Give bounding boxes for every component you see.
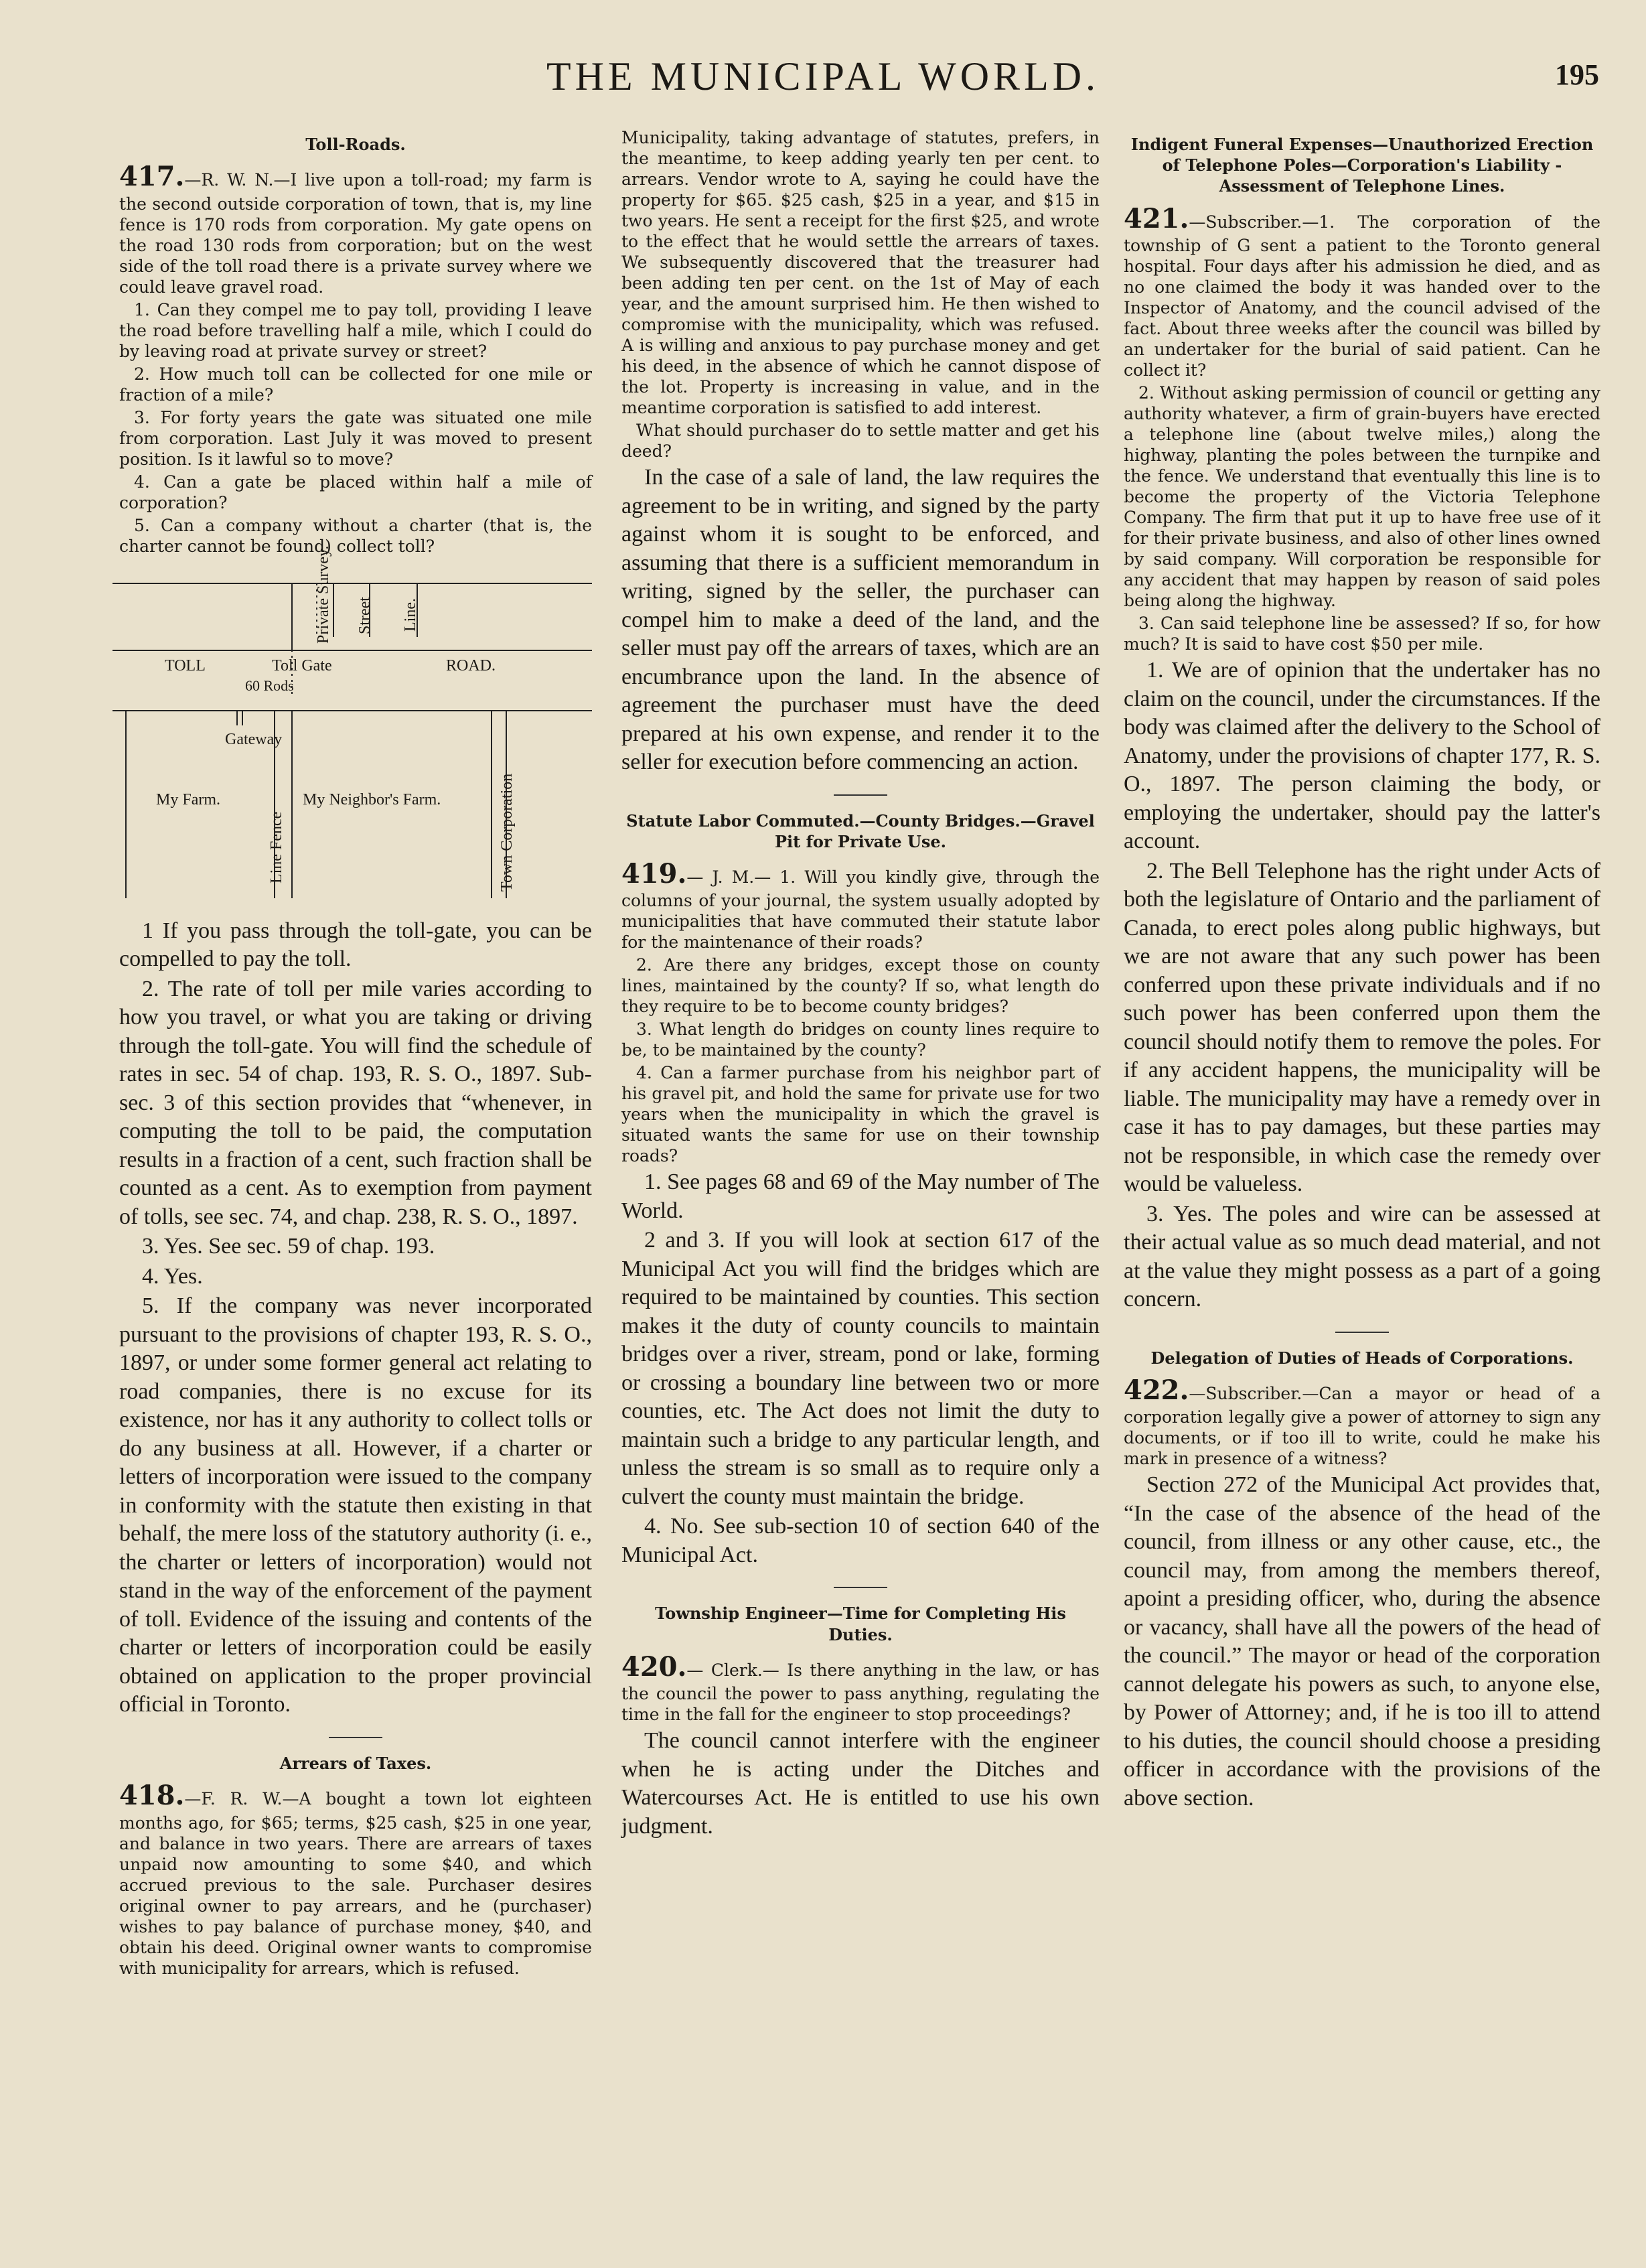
section-divider: [834, 794, 887, 796]
neighbors-farm-label: My Neighbor's Farm.: [303, 790, 441, 808]
column-left: [119, 127, 592, 1981]
section-divider: [329, 1737, 382, 1738]
answer-419-2: 2 and 3. If you will look at section 617 of the Municipal Act you will find the bridges which are required to be maintained by counties. This section makes it the duty of county councils to maintain bridges over a river, stream, pond or lake, forming or crossing a boundary line between two or more counties, etc. The Act does not limit the duty to maintain such a bridge to any particular length, and unless the stream is so small as to require only a culvert the county must maintain the bridge.: [621, 1228, 1100, 1509]
answer-417-2: 2. The rate of toll per mile varies according to how you travel, or what you are taking or driving through the toll-gate. You will find the schedule of rates in sec. 54 of chap. 193, R. S. O., 1897. Sub-sec. 3 of this section provides that “whenever, in computing the toll to be paid, the computation results in a fraction of a cent, such fraction shall be counted as a cent. As to exemption from payment of tolls, see sec. 74, and chap. 238, R. S. O., 1897.: [119, 976, 592, 1229]
question-417-1: 1. Can they compel me to pay toll, providing I leave the road before travelling half a mile, which I could do by leaving road at private survey or street?: [119, 299, 592, 361]
answer-417-4: 4. Yes.: [142, 1263, 203, 1289]
question-418: 418.—F. R. W.—A bought a town lot eighteen months ago, for $65; terms, $25 cash, $25 in one year, and balance in two years. There are arrears of taxes unpaid now amounting to some $40, and which accrued previous to the sale. Purchaser desires original owner to pay arrears, and he (purchaser) wishes to pay balance of purchase money, $40, and obtain his deed. Original owner wants to compromise with municipality for arrears, which is refused.: [119, 1779, 592, 1978]
heading-419: Statute Labor Commuted.—County Bridges.—Gravel Pit for Private Use.: [626, 810, 1095, 851]
heading-417: Toll-Roads.: [305, 135, 406, 154]
question-421: 421.—Subscriber.—1. The corporation of the township of G sent a patient to the Toronto general hospital. Four days after his admission he died, and as no one claimed the body it was handed over to the Inspector of Anatomy, and the council advised of the fact. About three weeks after the council was billed by an undertaker for the burial of said patient. Can he collect it?: [1124, 202, 1600, 380]
answer-420: The council cannot interfere with the engineer when he is acting under the Ditches and Watercourses Act. He is entitled to use his own judgment.: [621, 1728, 1100, 1839]
diagram-lines: [113, 570, 592, 905]
question-417: 417.—R. W. N.—I live upon a toll-road; my farm is the second outside corporation of town, that is, my line fence is 170 rods from corporation. My gate opens on the road 130 rods from corporation; but on the west side of the toll road there is a private survey where we could leave gravel road.: [119, 161, 592, 297]
question-419-2: 2. Are there any bridges, except those on county lines, maintained by the county? If so, what length do they require to be to become county bridges?: [621, 955, 1100, 1017]
section-divider: [834, 1587, 887, 1588]
question-418-ask: What should purchaser do to settle matter and get his deed?: [621, 421, 1100, 461]
question-421-2: 2. Without asking permission of council or getting any authority whatever, a firm of grain-buyers have erected a telephone line (about twelve miles,) along the highway, planting the poles between the turnpike and the fence. We understand that eventually this line is to become the property of the Victoria Telephone Company. The firm that put it up to have free use of it for their private business, and also of other lines owned by said company. Will corporation be responsible for any accident that may happen by reason of said poles being along the highway.: [1124, 383, 1600, 611]
answer-417-3: 3. Yes. See sec. 59 of chap. 193.: [142, 1234, 435, 1259]
column-right: [1124, 127, 1600, 1814]
question-number: 417.: [119, 161, 185, 193]
my-farm-label: My Farm.: [156, 790, 220, 808]
question-421-3: 3. Can said telephone line be assessed? If so, for how much? It is said to have cost $50 per mile.: [1124, 614, 1600, 654]
town-corporation-label: Town Corporation: [498, 773, 516, 892]
question-419-3: 3. What length do bridges on county lines require to be, to be maintained by the county?: [621, 1019, 1100, 1060]
answer-421-1: 1. We are of opinion that the undertaker has no claim on the council, under the circumstances. If the body was claimed after the delivery to the School of Anatomy, under the provisions of chapter 177, R. S. O., 1897. The person claiming the body, or employing the undertaker, should pay the latter's account.: [1124, 658, 1600, 854]
question-number: 421.: [1124, 202, 1189, 234]
question-419: 419.— J. M.— 1. Will you kindly give, through the columns of your journal, the system usually adopted by municipalities that have commuted their statute labor for the maintenance of their roads?: [621, 857, 1100, 952]
line-fence-label: Line Fence: [268, 811, 285, 883]
answer-419-1: 1. See pages 68 and 69 of the May number of The World.: [621, 1170, 1100, 1223]
page-number: 195: [1555, 58, 1599, 91]
answer-418: In the case of a sale of land, the law requires the agreement to be in writing, and signed by the party against whom it is sought to be enforced, and assuming that there is a sufficient memorandum in writing, signed by the seller, the purchaser can compel him to make a deed of the land, and the seller must pay off the arrears of taxes, which are an encumbrance upon the land. In the absence of agreement the purchaser must have the deed prepared at his own expense, and render it to the seller for execution before commencing an action.: [621, 465, 1100, 774]
question-417-2: 2. How much toll can be collected for one mile or fraction of a mile?: [119, 364, 592, 405]
question-number: 422.: [1124, 1374, 1189, 1406]
answer-417-1: 1 If you pass through the toll-gate, you can be compelled to pay the toll.: [119, 918, 592, 972]
answer-417-5: 5. If the company was never incorporated pursuant to the provisions of chapter 193, R. S. O., 1897, or under some former general act relating to road companies, there is no excuse for its existence, nor has it any authority to collect tolls or do any business at all. However, if a charter or letters of incorporation were issued to the company in conformity with the statute then existing in that behalf, the mere loss of the statutory authority (i. e., the charter or letters of incorporation) would not stand in the way of the enforcement of the payment of toll. Evidence of the issuing and contents of the charter or letters of incorporation could be easily obtained on application to the proper provincial official in Toronto.: [119, 1293, 592, 1717]
column-middle: [621, 127, 1100, 1842]
road-label: ROAD.: [446, 656, 496, 675]
answer-419-4: 4. No. See sub-section 10 of section 640 of the Municipal Act.: [621, 1514, 1100, 1567]
heading-420: Township Engineer—Time for Completing His Duties.: [655, 1604, 1066, 1644]
question-418-continued: Municipality, taking advantage of statutes, prefers, in the meantime, to keep adding yearly ten per cent. to arrears. Vendor wrote to A, saying he could have the property for $65. $25 cash, $25 in a year, and $15 in two years. He sent a receipt for the first $25, and wrote to the effect that he would settle the arrears of taxes. We subsequently discovered that the treasurer had been adding ten per cent. on the 1st of May of each year, and the amount surprised him. He then wished to compromise with the municipality, which was refused. A is willing and anxious to pay purchase money and get his deed, in the absence of which he cannot dispose of the lot. Property is increasing in value, and in the meantime corporation is satisfied to add interest.: [621, 128, 1100, 417]
question-417-5: 5. Can a company without a charter (that is, the charter cannot be found) collect toll?: [119, 515, 592, 556]
line-label: Line.: [402, 597, 419, 632]
toll-gate-label: Toll Gate: [272, 656, 332, 675]
question-number: 419.: [621, 857, 687, 890]
heading-421: Indigent Funeral Expenses—Unauthorized Erection of Telephone Poles—Corporation's Liability - Assessment of Telephone Lines.: [1130, 135, 1594, 196]
answer-421-3: 3. Yes. The poles and wire can be assessed at their actual value as so much dead material, and not at the value they might possess as a part of a going concern.: [1124, 1201, 1600, 1312]
page-header: [0, 54, 1646, 114]
toll-road-diagram: [113, 545, 592, 905]
question-number: 418.: [119, 1779, 185, 1811]
question-number: 420.: [621, 1650, 687, 1683]
private-survey-label: Private Survey.: [315, 545, 332, 644]
rods-label: 60 Rods: [245, 677, 294, 694]
question-417-4: 4. Can a gate be placed within half a mile of corporation?: [119, 472, 592, 512]
street-label: Street: [356, 596, 374, 634]
heading-418: Arrears of Taxes.: [279, 1753, 432, 1773]
heading-422: Delegation of Duties of Heads of Corporations.: [1150, 1348, 1574, 1368]
gateway-label: Gateway: [225, 730, 283, 748]
toll-label: TOLL: [165, 656, 206, 675]
answer-422: Section 272 of the Municipal Act provides that, “In the case of the absence of the head of the council, from illness or any other cause, etc., the council may, from among the members thereof, apoint a presiding officer, who, during the absence or vacancy, shall have all the powers of the head of the council.” The mayor or head of the corporation cannot delegate his powers as such, to anyone else, by Power of Attorney; and, if he is too ill to attend to his duties, the council should choose a presiding officer in accordance with the provisions of the above section.: [1124, 1472, 1600, 1811]
question-420: 420.— Clerk.— Is there anything in the law, or has the council the power to pass anything, regulating the time in the fall for the engineer to stop proceedings?: [621, 1650, 1100, 1725]
answer-421-2: 2. The Bell Telephone has the right under Acts of both the legislature of Ontario and the parliament of Canada, to erect poles along public highways, but we are not aware that any such power has been conferred upon these private individuals and if no such power has been conferred upon them the council should notify them to remove the poles. For if any accident happens, the municipality will be liable. The municipality may have a remedy over in case it has to pay damages, but these parties may not be responsible, in which case the remedy over would be valueless.: [1124, 858, 1600, 1197]
journal-title: THE MUNICIPAL WORLD.: [546, 54, 1100, 98]
question-422: 422.—Subscriber.—Can a mayor or head of a corporation legally give a power of attorney to sign any documents, or if too ill to write, could he make his mark in presence of a witness?: [1124, 1374, 1600, 1469]
section-divider: [1335, 1332, 1389, 1333]
question-417-3: 3. For forty years the gate was situated one mile from corporation. Last July it was moved to present position. Is it lawful so to move?: [119, 407, 592, 469]
question-419-4: 4. Can a farmer purchase from his neighbor part of his gravel pit, and hold the same for private use for two years when the municipality in which the gravel is situated wants the same for use on their township roads?: [621, 1063, 1100, 1166]
